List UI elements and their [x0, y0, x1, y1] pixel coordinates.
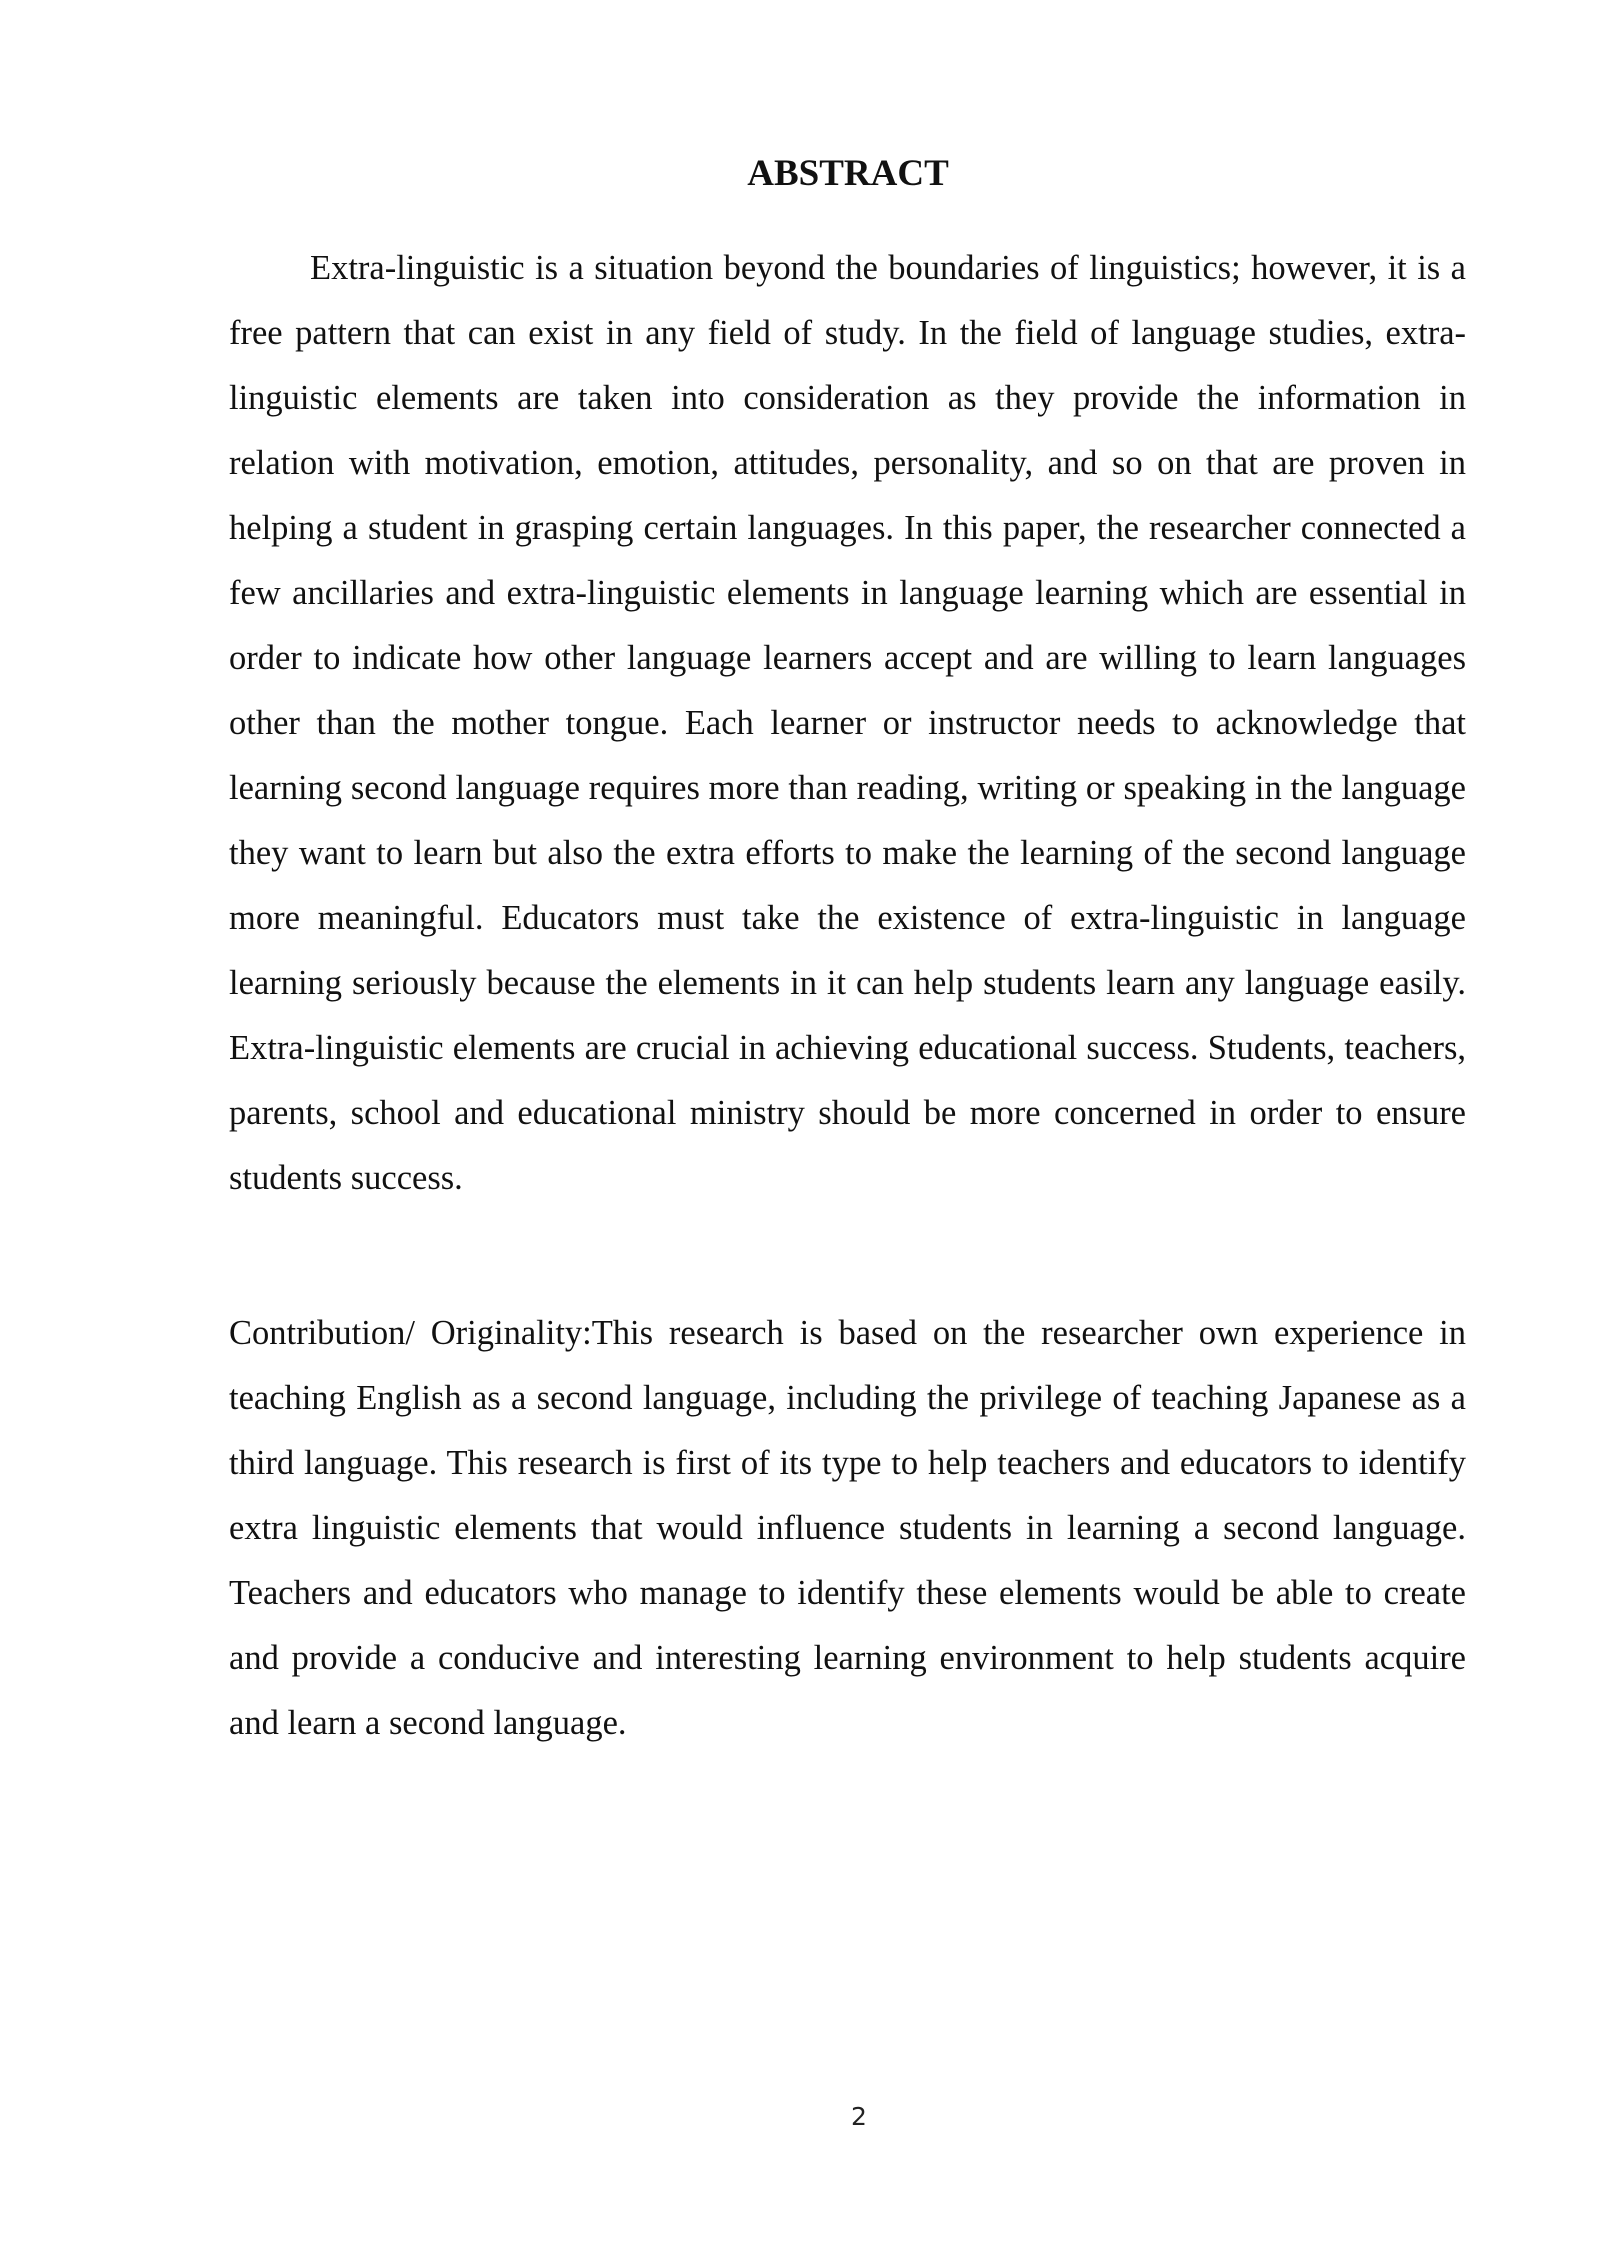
abstract-heading: ABSTRACT [747, 153, 949, 194]
page-number: 2 [851, 2102, 867, 2131]
abstract-paragraph: Extra-linguistic is a situation beyond the boundaries of linguistics; however, it is a free pattern that can exist in any field of study. In the field of language studies, extra-linguistic elements are taken into consideration as they provide the information in relation with motivation, emotion, attitudes, personality, and so on that are proven in helping a student in grasping certain languages. In this paper, the researcher connected a few ancillaries and extra-linguistic elements in language learning which are essential in order to indicate how other language learners accept and are willing to learn languages other than the mother tongue. Each learner or instructor needs to acknowledge that learning second language requires more than reading, writing or speaking in the language they want to learn but also the extra efforts to make the learning of the second language more meaningful. Educators must take the existence of extra-linguistic in language learning seriously because the elements in it can help students learn any language easily. Extra-linguistic elements are crucial in achieving educational success. Students, teachers, parents, school and educational ministry should be more concerned in order to ensure students success. [229, 249, 1466, 1197]
contribution-paragraph: Contribution/ Originality:This research is based on the researcher own experience in teaching English as a second language, including the privilege of teaching Japanese as a third language. This research is first of its type to help teachers and educators to identify extra linguistic elements that would influence students in learning a second language. Teachers and educators who manage to identify these elements would be able to create and provide a conducive and interesting learning environment to help students acquire and learn a second language. [229, 1314, 1466, 1742]
